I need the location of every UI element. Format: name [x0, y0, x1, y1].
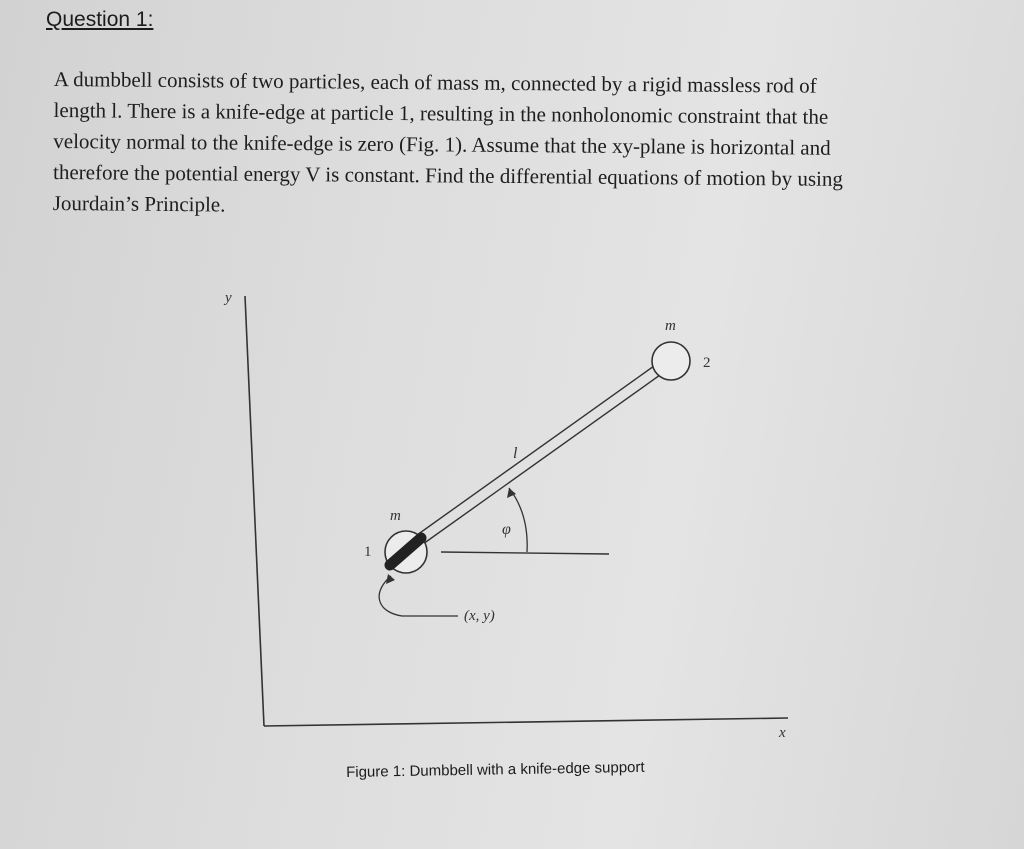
position-pointer: [379, 576, 458, 616]
y-axis-label: y: [225, 290, 232, 306]
position-label: (x, y): [464, 608, 495, 624]
mass-label-particle-2: m: [665, 318, 676, 334]
x-axis-label: x: [779, 725, 786, 741]
x-axis: [264, 718, 788, 726]
rod-length-label: l: [513, 445, 518, 462]
figure-caption: Figure 1: Dumbbell with a knife-edge support: [346, 758, 645, 781]
mass-label-particle-1: m: [390, 508, 401, 524]
position-pointer-arrowhead: [386, 574, 395, 584]
rod-edge: [410, 366, 654, 540]
problem-line: A dumbbell consists of two particles, each of mass m, connected by a rigid massless rod of: [53, 66, 817, 98]
rod-edge: [416, 375, 660, 549]
angle-arc: [509, 488, 527, 552]
question-heading: Question 1:: [46, 8, 154, 31]
particle-1-label: 1: [364, 544, 372, 560]
problem-line: Jourdain’s Principle.: [52, 190, 226, 217]
particle-2: [652, 342, 690, 380]
angle-reference-line: [441, 552, 609, 554]
problem-line: velocity normal to the knife-edge is zero (Fig. 1). Assume that the xy-plane is horizontal and: [53, 128, 831, 160]
particle-2-label: 2: [703, 355, 711, 371]
problem-line: therefore the potential energy V is constant. Find the differential equations of motion by using: [52, 159, 844, 191]
problem-line: length l. There is a knife-edge at particle 1, resulting in the nonholonomic constraint that the: [53, 97, 829, 129]
y-axis: [245, 296, 264, 726]
angle-label: φ: [502, 521, 511, 538]
